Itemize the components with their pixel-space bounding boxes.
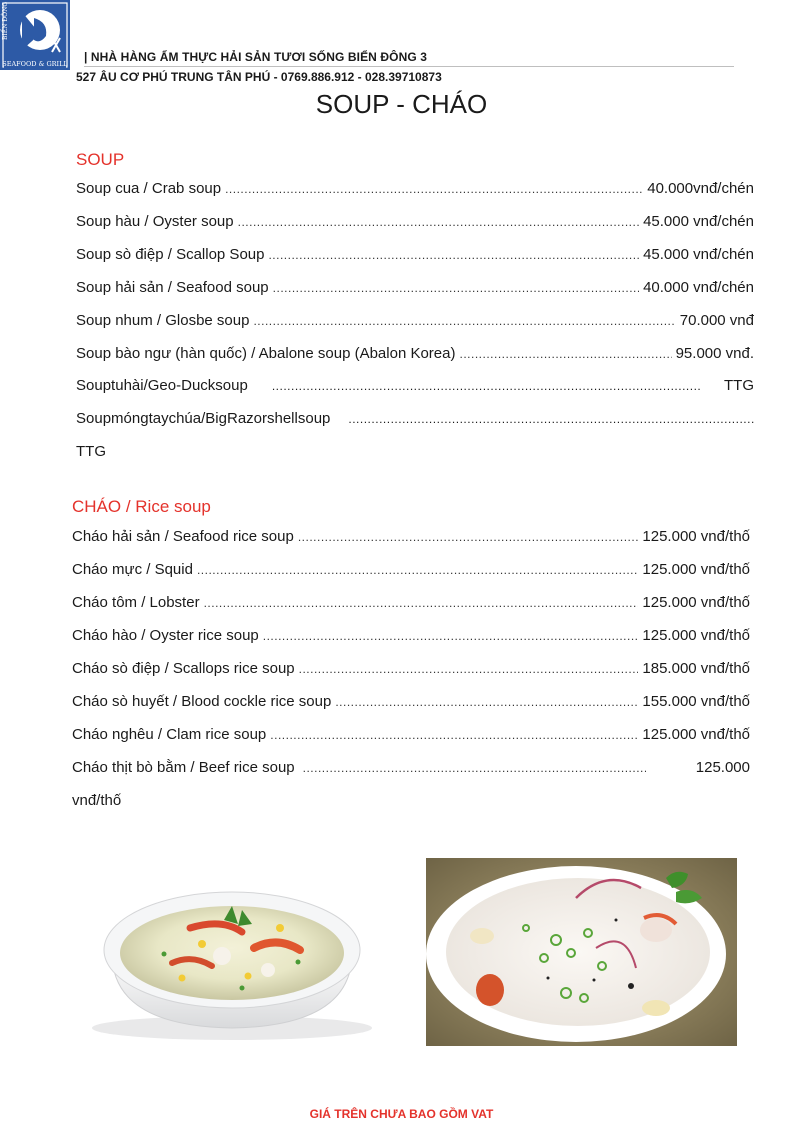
menu-item (72, 726, 750, 746)
menu-item (72, 660, 750, 680)
item-name: Soup bào ngư (hàn quốc) / Abalone soup (Abalon Korea) (76, 345, 456, 362)
restaurant-logo (0, 0, 70, 70)
dot-leader (298, 530, 639, 544)
soup-photo (72, 858, 388, 1042)
word: / (143, 377, 148, 394)
item-price: TTG (724, 377, 754, 394)
restaurant-name: | NHÀ HÀNG ẨM THỰC HẢI SẢN TƯƠI SỐNG BIỂN ĐÔNG 3 (84, 50, 427, 64)
svg-text:BIỂN ĐÔNG: BIỂN ĐÔNG (2, 1, 9, 40)
word: chúa (168, 410, 202, 427)
word: móng (111, 410, 149, 427)
page-title: SOUP - CHÁO (315, 89, 488, 119)
dot-leader (273, 281, 639, 295)
dot-leader (335, 695, 638, 709)
word: Soup (76, 377, 112, 394)
item-name: Soup hàu / Oyster soup (76, 213, 234, 230)
word: tu (111, 377, 124, 394)
menu-item (76, 312, 754, 332)
word: soup (215, 377, 248, 394)
dot-leader (204, 596, 639, 610)
menu-item-razor (76, 410, 754, 430)
item-name: Cháo hào / Oyster rice soup (72, 627, 259, 644)
svg-text:SEAFOOD & GRILL: SEAFOOD & GRILL (2, 60, 68, 68)
dot-leader (263, 629, 639, 643)
item-name: Cháo tôm / Lobster (72, 594, 200, 611)
item-price: 125.000 vnđ/thố (642, 726, 750, 743)
menu-item (76, 345, 754, 365)
menu-item-geoduck (76, 377, 754, 397)
menu-item (76, 279, 754, 299)
item-name: Cháo mực / Squid (72, 561, 193, 578)
menu-item (72, 561, 750, 581)
dot-leader (348, 412, 754, 426)
word: Razor (226, 410, 267, 427)
menu-item (72, 627, 750, 647)
dot-leader (225, 182, 643, 196)
item-price: 95.000 vnđ. (675, 345, 754, 362)
dot-leader (253, 314, 675, 328)
dot-leader (238, 215, 639, 229)
word: Big (205, 410, 227, 427)
word: hài (123, 377, 144, 394)
menu-item (72, 594, 750, 614)
menu-item (76, 246, 754, 266)
item-name: Cháo sò huyết / Blood cockle rice soup (72, 693, 332, 710)
restaurant-address: 527 ÂU CƠ PHÚ TRUNG TÂN PHÚ - 0769.886.912 - 028.39710873 (76, 70, 442, 84)
item-price: 45.000 vnđ/chén (643, 213, 754, 230)
word: soup (297, 410, 331, 427)
dot-leader (197, 563, 638, 577)
item-name: Soup sò điệp / Scallop Soup (76, 246, 265, 263)
item-name: Cháo hải sản / Seafood rice soup (72, 528, 294, 545)
item-price: TTG (76, 443, 106, 460)
item-name: Cháo nghêu / Clam rice soup (72, 726, 267, 743)
item-name: Cháo sò điệp / Scallops rice soup (72, 660, 295, 677)
item-price: 125.000 (695, 759, 750, 776)
item-name: Soup nhum / Glosbe soup (76, 312, 250, 329)
dot-leader (299, 662, 639, 676)
item-price: 40.000 vnđ/chén (643, 279, 754, 296)
item-price: 155.000 vnđ/thố (642, 693, 750, 710)
item-price: 45.000 vnđ/chén (643, 246, 754, 263)
item-name: Soup hải sản / Seafood soup (76, 279, 269, 296)
item-price: 125.000 vnđ/thố (642, 594, 750, 611)
item-price: 125.000 vnđ/thố (642, 528, 750, 545)
item-price: 185.000 vnđ/thố (642, 660, 750, 677)
item-price: 40.000vnđ/chén (647, 180, 754, 197)
item-price-unit: vnđ/thố (72, 792, 122, 809)
item-price: 70.000 vnđ (679, 312, 754, 329)
menu-item (76, 213, 754, 233)
soup-section-heading: SOUP (76, 150, 125, 169)
dot-leader (272, 379, 700, 393)
menu-item (76, 180, 754, 200)
dot-leader (270, 728, 638, 742)
word: tay (148, 410, 169, 427)
dot-leader (303, 761, 646, 775)
word: / (201, 410, 206, 427)
item-name: Cháo thịt bò bằm / Beef rice soup (72, 759, 295, 776)
word: Soup (76, 410, 112, 427)
header-divider (84, 66, 734, 67)
item-name: Soup cua / Crab soup (76, 180, 222, 197)
word: Geo-Duck (147, 377, 216, 394)
vat-note: GIÁ TRÊN CHƯA BAO GỒM VAT (309, 1107, 494, 1121)
item-price: 125.000 vnđ/thố (642, 561, 750, 578)
dot-leader (459, 347, 671, 361)
word: shell (267, 410, 298, 427)
chao-section-heading: CHÁO / Rice soup (72, 497, 211, 516)
dot-leader (268, 248, 639, 262)
menu-item (72, 528, 750, 548)
rice-soup-photo (426, 858, 737, 1046)
menu-item-beef (72, 759, 750, 779)
menu-item (72, 693, 750, 713)
item-price: 125.000 vnđ/thố (642, 627, 750, 644)
